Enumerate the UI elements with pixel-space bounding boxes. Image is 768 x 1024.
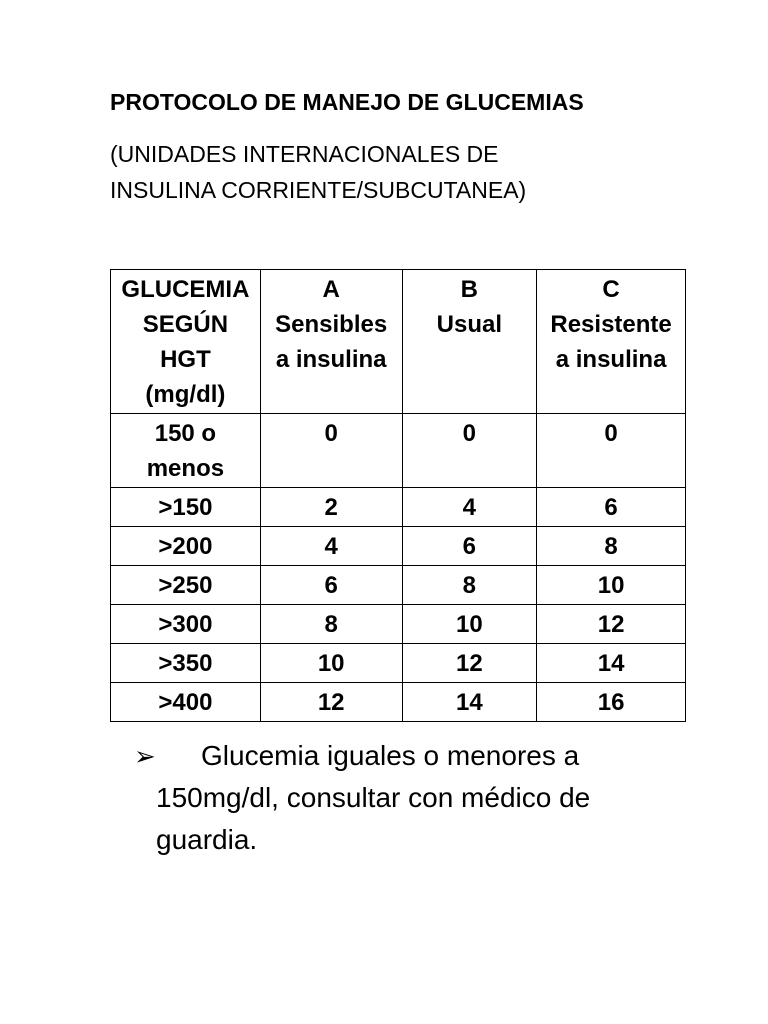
row-glucemia-cell: 150 o menos [111,414,261,488]
table-header-row [111,270,686,414]
header-c [537,270,686,414]
header-line: (mg/dl) [145,381,226,408]
header-line: HGT [160,346,211,373]
row-value-b: 6 [402,527,537,566]
row-value-c: 10 [537,566,686,605]
header-line: Resistente [550,311,672,338]
header-line: a insulina [275,346,387,373]
row-value-a: 8 [260,605,402,644]
table-row [111,683,686,722]
row-glucemia-cell: >350 [111,644,261,683]
header-b [402,270,537,414]
row-value-b: 14 [402,683,537,722]
row-value-a: 6 [260,566,402,605]
table-row [111,644,686,683]
row-value-a: 4 [260,527,402,566]
header-line: Usual [436,311,503,338]
header-glucemia [111,270,261,414]
header-line: GLUCEMIA [121,276,250,303]
insulin-protocol-table [110,269,686,722]
table-row [111,414,686,488]
row-value-c: 0 [537,414,686,488]
note-bullet [134,735,674,861]
row-value-a: 2 [260,488,402,527]
header-line: A [322,276,340,303]
table-row [111,566,686,605]
note-text: Glucemia iguales o menores a 150mg/dl, consultar con médico de guardia. [156,740,591,855]
header-line: a insulina [555,346,667,373]
table-row [111,488,686,527]
arrowhead-bullet-icon: ➢ [134,741,156,771]
header-line: B [460,276,479,303]
row-value-c: 14 [537,644,686,683]
header-line: C [602,276,620,303]
header-a [260,270,402,414]
row-value-a: 0 [260,414,402,488]
row-value-c: 6 [537,488,686,527]
row-glucemia-cell: >300 [111,605,261,644]
row-value-a: 10 [260,644,402,683]
row-glucemia-cell: >250 [111,566,261,605]
document-title: PROTOCOLO DE MANEJO DE GLUCEMIAS [110,89,584,115]
table-row [111,527,686,566]
document-subtitle [110,136,526,208]
row-glucemia-cell: >200 [111,527,261,566]
row-value-b: 12 [402,644,537,683]
row-value-b: 10 [402,605,537,644]
row-glucemia-cell: >150 [111,488,261,527]
header-line: Sensibles [275,311,388,338]
row-glucemia-cell: >400 [111,683,261,722]
subtitle-line-2: INSULINA CORRIENTE/SUBCUTANEA) [110,177,527,203]
table-row [111,605,686,644]
row-value-a: 12 [260,683,402,722]
row-value-c: 8 [537,527,686,566]
row-value-c: 12 [537,605,686,644]
subtitle-line-1: (UNIDADES INTERNACIONALES DE [110,141,499,167]
row-value-b: 0 [402,414,537,488]
row-value-b: 8 [402,566,537,605]
row-value-b: 4 [402,488,537,527]
row-value-c: 16 [537,683,686,722]
header-line: SEGÚN [142,311,229,338]
